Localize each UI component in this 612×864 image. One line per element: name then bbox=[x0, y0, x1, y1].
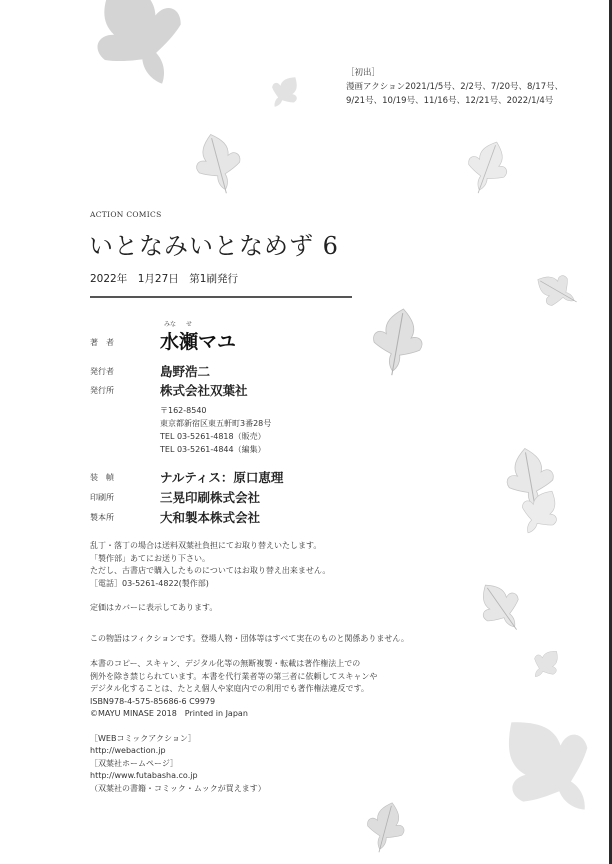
publisher-person-label: 発行者 bbox=[90, 367, 114, 376]
notice-line: ただし、古書店で購入したものについてはお取り替え出来ません。 bbox=[90, 566, 331, 575]
notice-line: ［電話］03-5261-4822(製作部) bbox=[90, 578, 209, 588]
web-heading: ［双葉社ホームページ］ bbox=[90, 758, 178, 768]
publisher-label: 発行所 bbox=[90, 386, 114, 395]
notice-line: 乱丁・落丁の場合は送料双葉社負担にてお取り替えいたします。 bbox=[90, 541, 322, 550]
fiction-notice bbox=[90, 633, 409, 646]
leaf-large-top-left bbox=[74, 0, 202, 102]
author-name: 水瀬マユ bbox=[160, 331, 237, 353]
binding-value: 大和製本株式会社 bbox=[160, 510, 261, 525]
design-label: 装 幀 bbox=[90, 473, 114, 482]
web-note: （双葉社の書籍・コミック・ムックが買えます） bbox=[90, 783, 266, 793]
address-line: 東京都新宿区東五軒町3番28号 bbox=[160, 419, 272, 428]
publisher-person-name: 島野浩二 bbox=[160, 364, 211, 379]
notices bbox=[90, 540, 409, 795]
first-publication-line: 漫画アクション2021/1/5号、2/2号、7/20号、8/17号、 bbox=[346, 82, 564, 92]
web-heading: ［WEBコミックアクション］ bbox=[90, 733, 196, 743]
leaf-small-top bbox=[263, 69, 307, 115]
leaf-large-bottom-right bbox=[477, 694, 612, 838]
isbn: ISBN978-4-575-85686-6 C9979 bbox=[90, 696, 216, 706]
first-publication bbox=[346, 66, 563, 108]
first-publication-heading: ［初出］ bbox=[346, 68, 381, 78]
notice-line: 「製作部」あてにお送り下さい。 bbox=[90, 553, 210, 563]
printing-value: 三晃印刷株式会社 bbox=[160, 490, 261, 505]
address-line: TEL 03-5261-4844（編集） bbox=[160, 445, 266, 454]
notice-line: 例外を除き禁じられています。本書を代行業者等の第三者に依頼してスキャンや bbox=[90, 671, 378, 681]
web-links bbox=[90, 733, 409, 796]
leaf-right-upper bbox=[460, 135, 516, 200]
copyright-notice bbox=[90, 658, 409, 721]
returns-notice bbox=[90, 540, 409, 590]
leaf-bottom-center bbox=[361, 798, 410, 857]
divider bbox=[90, 296, 352, 298]
leaf-left-mid bbox=[189, 129, 247, 199]
address-line: TEL 03-5261-4818（販売） bbox=[160, 432, 266, 441]
publication-date: 2022年 1月27日 第1刷発行 bbox=[90, 273, 238, 285]
price-notice bbox=[90, 602, 409, 615]
publisher-name: 株式会社双葉社 bbox=[160, 383, 248, 398]
first-publication-line: 9/21号、10/19号、11/16号、12/21号、2022/1/4号 bbox=[346, 96, 554, 106]
author-ruby: みな bbox=[164, 321, 177, 328]
notice-line: デジタル化することは、たとえ個人や家庭内での利用でも著作権法違反です。 bbox=[90, 684, 369, 693]
binding-label: 製本所 bbox=[90, 513, 114, 522]
leaf-mid-right bbox=[469, 574, 533, 641]
notice-line: この物語はフィクションです。登場人物・団体等はすべて実在のものと関係ありません。 bbox=[90, 633, 409, 643]
web-url: http://www.futabasha.co.jp bbox=[90, 771, 198, 780]
publisher-address bbox=[160, 404, 271, 456]
book-title: いとなみいとなめず 6 bbox=[89, 232, 339, 260]
author-label: 著 者 bbox=[90, 338, 114, 347]
author-ruby: せ bbox=[186, 321, 193, 328]
copyright-line: ©MAYU MINASE 2018 Printed in Japan bbox=[90, 709, 248, 718]
web-url: http://webaction.jp bbox=[90, 746, 166, 755]
notice-line: 本書のコピー、スキャン、デジタル化等の無断複製・転載は著作権法上での bbox=[90, 659, 361, 668]
address-line: 〒162-8540 bbox=[160, 406, 207, 415]
notice-line: 定価はカバーに表示してあります。 bbox=[90, 603, 218, 612]
printing-label: 印刷所 bbox=[90, 493, 114, 502]
leaf-right-edge bbox=[530, 265, 585, 316]
design-value: ナルティス：原口恵理 bbox=[160, 470, 284, 485]
leaf-center-right bbox=[368, 305, 428, 380]
imprint-label: ACTION COMICS bbox=[90, 210, 162, 219]
leaf-small-right bbox=[526, 643, 567, 685]
